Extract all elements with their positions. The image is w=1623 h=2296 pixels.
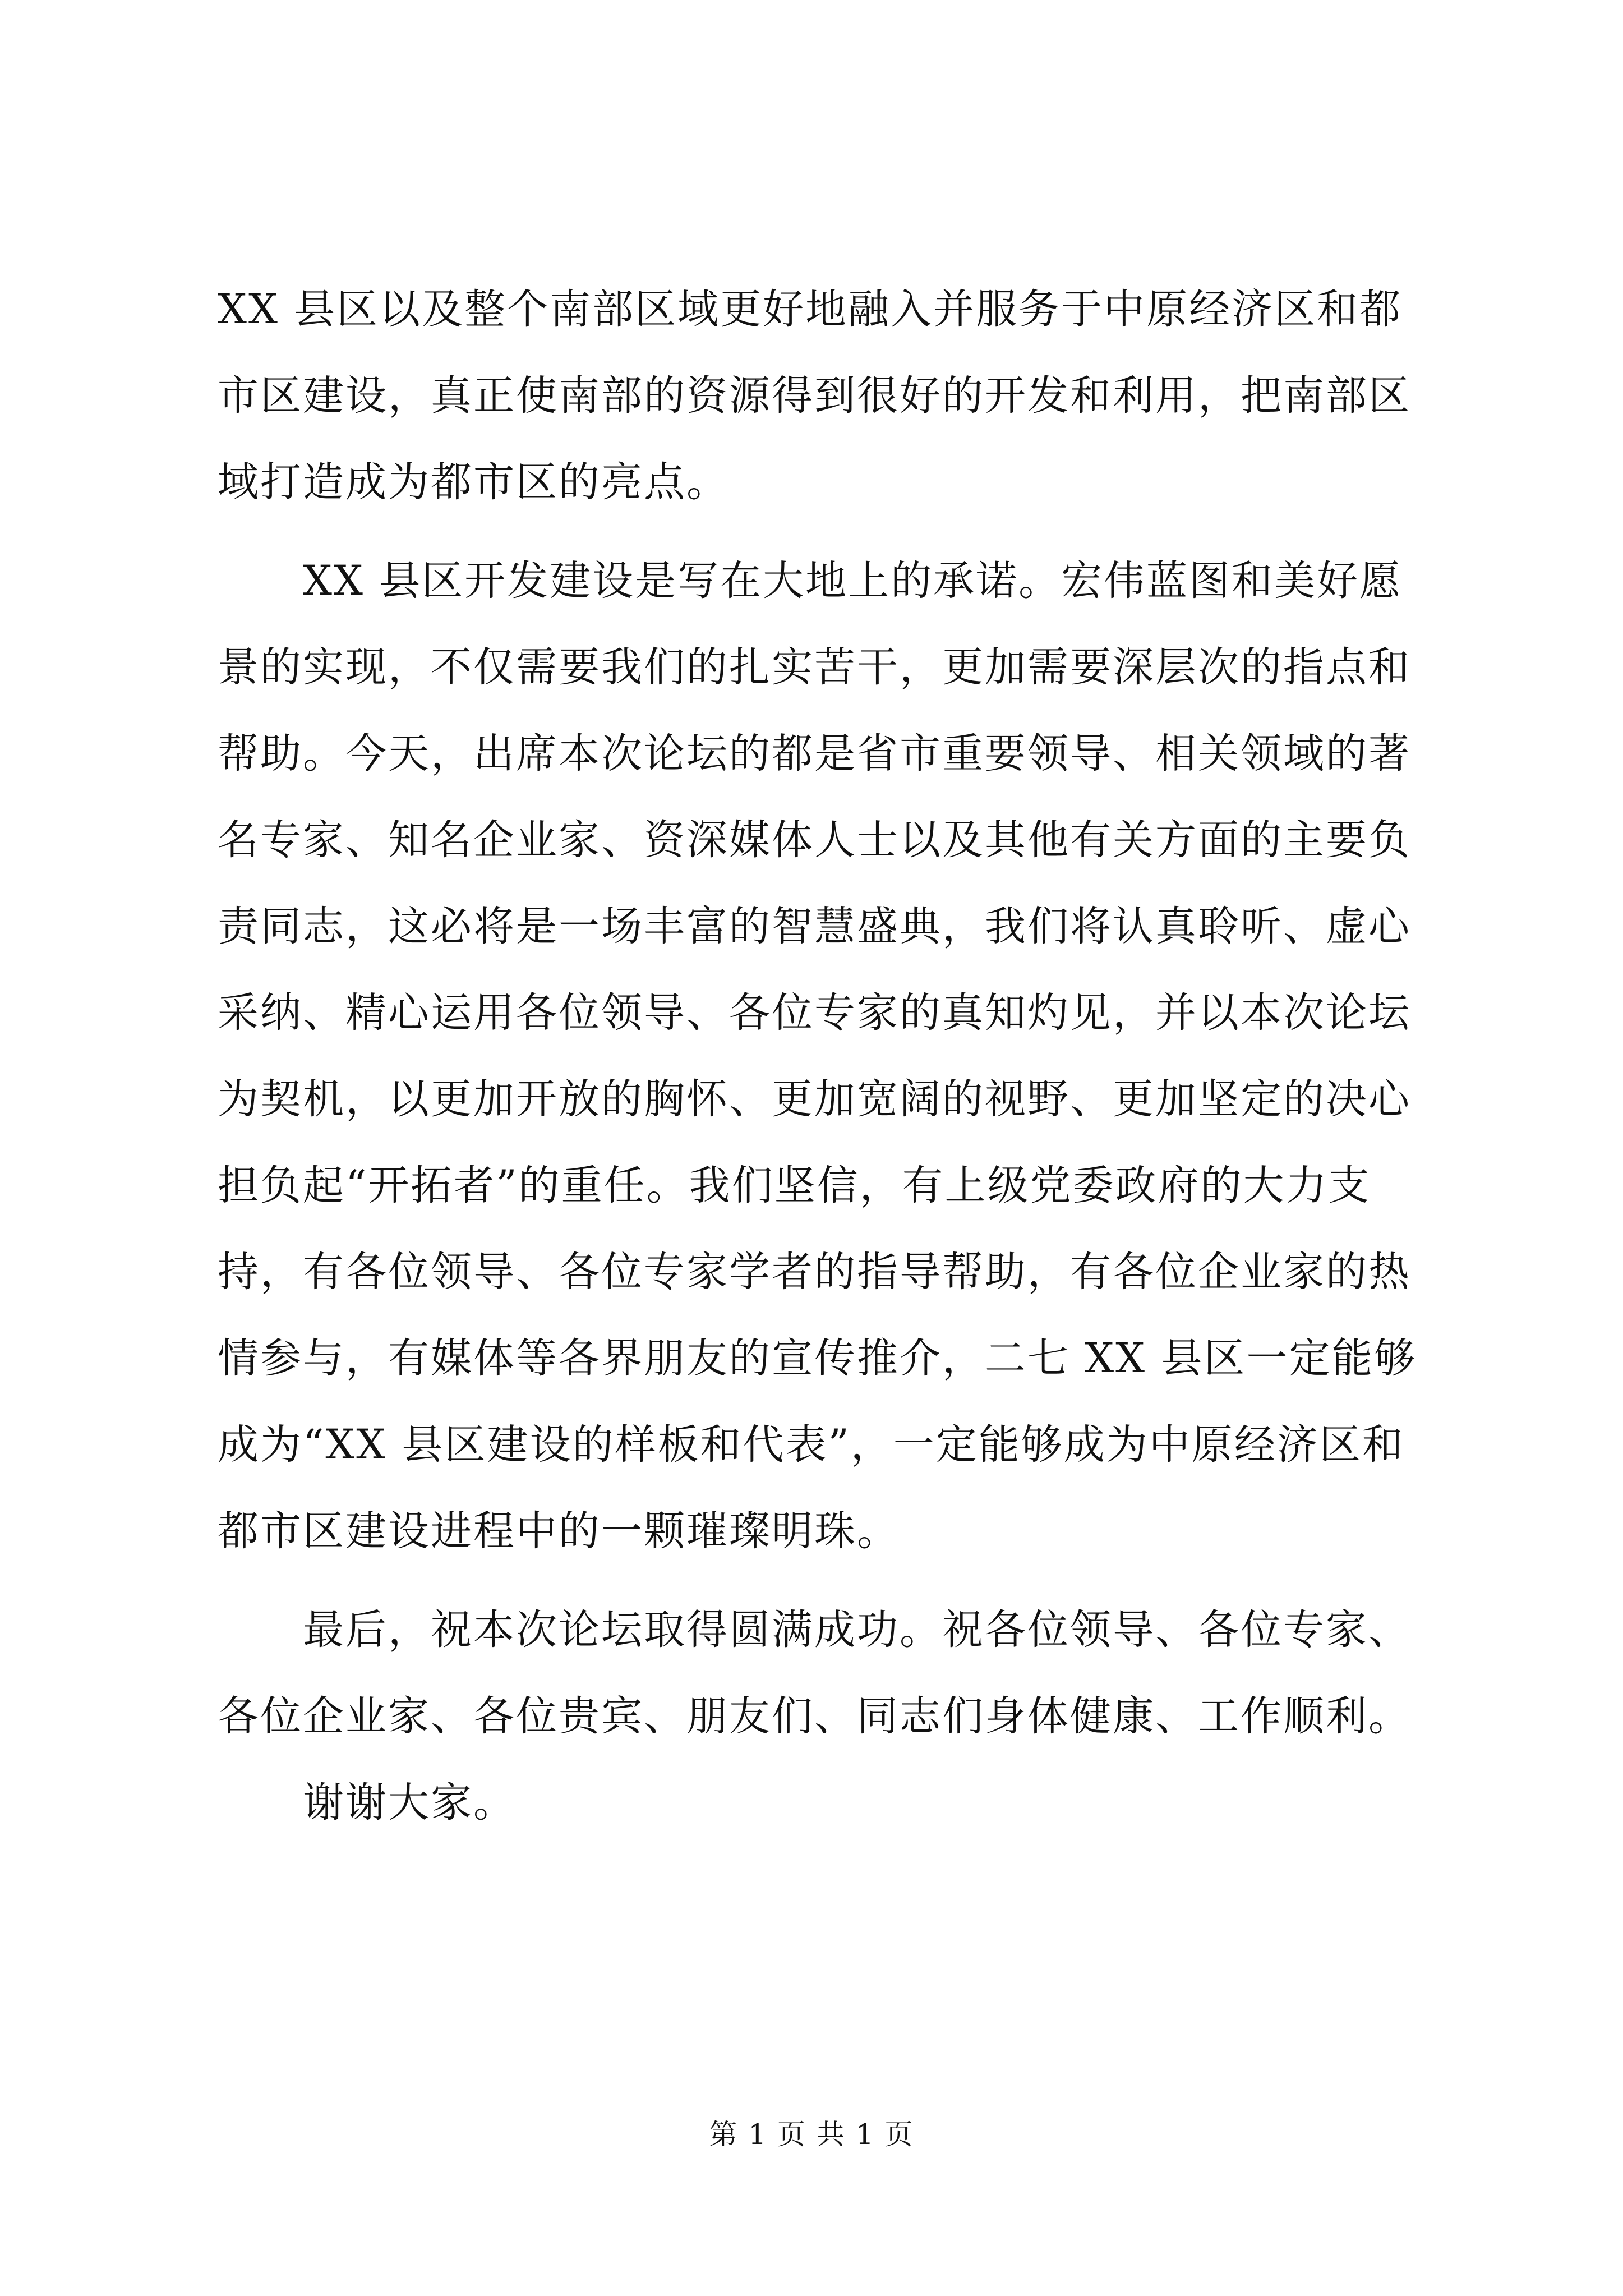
text-line: 责同志，这必将是一场丰富的智慧盛典，我们将认真聆听、虚心 — [218, 903, 1411, 950]
text-line: 名专家、知名企业家、资深媒体人士以及其他有关方面的主要负 — [218, 816, 1411, 864]
text-line: XX 县区以及整个南部区域更好地融入并服务于中原经济区和都 — [218, 286, 1403, 333]
text-line: 帮助。今天，出席本次论坛的都是省市重要领导、相关领域的著 — [218, 730, 1411, 777]
text-line: 采纳、精心运用各位领导、各位专家的真知灼见，并以本次论坛 — [218, 989, 1411, 1037]
text-line: 担负起“开拓者”的重任。我们坚信，有上级党委政府的大力支 — [218, 1162, 1371, 1209]
text-line: 持，有各位领导、各位专家学者的指导帮助，有各位企业家的热 — [218, 1248, 1411, 1296]
document-body — [218, 266, 1418, 1846]
text-line: XX 县区开发建设是写在大地上的承诺。宏伟蓝图和美好愿 — [218, 557, 1403, 605]
text-line: 情参与，有媒体等各界朋友的宣传推介，二七 XX 县区一定能够 — [218, 1335, 1417, 1382]
paragraph-3 — [218, 1587, 1418, 1760]
paragraph-2 — [218, 538, 1418, 1575]
text-line: 各位企业家、各位贵宾、朋友们、同志们身体健康、工作顺利。 — [218, 1692, 1411, 1740]
text-line: 为契机，以更加开放的胸怀、更加宽阔的视野、更加坚定的决心 — [218, 1075, 1411, 1123]
paragraph-1 — [218, 266, 1418, 526]
text-line: 最后，祝本次论坛取得圆满成功。祝各位领导、各位专家、 — [218, 1606, 1411, 1654]
text-line: 谢谢大家。 — [218, 1779, 516, 1826]
text-line: 成为“XX 县区建设的样板和代表”，一定能够成为中原经济区和 — [218, 1421, 1405, 1469]
page-footer: 第 1 页 共 1 页 — [709, 2118, 914, 2151]
text-line: 景的实现，不仅需要我们的扎实苦干，更加需要深层次的指点和 — [218, 643, 1411, 691]
text-line: 域打造成为都市区的亮点。 — [218, 458, 729, 506]
text-line: 市区建设，真正使南部的资源得到很好的开发和利用，把南部区 — [218, 372, 1411, 420]
text-line: 都市区建设进程中的一颗璀璨明珠。 — [218, 1507, 900, 1555]
paragraph-4 — [218, 1760, 1418, 1846]
